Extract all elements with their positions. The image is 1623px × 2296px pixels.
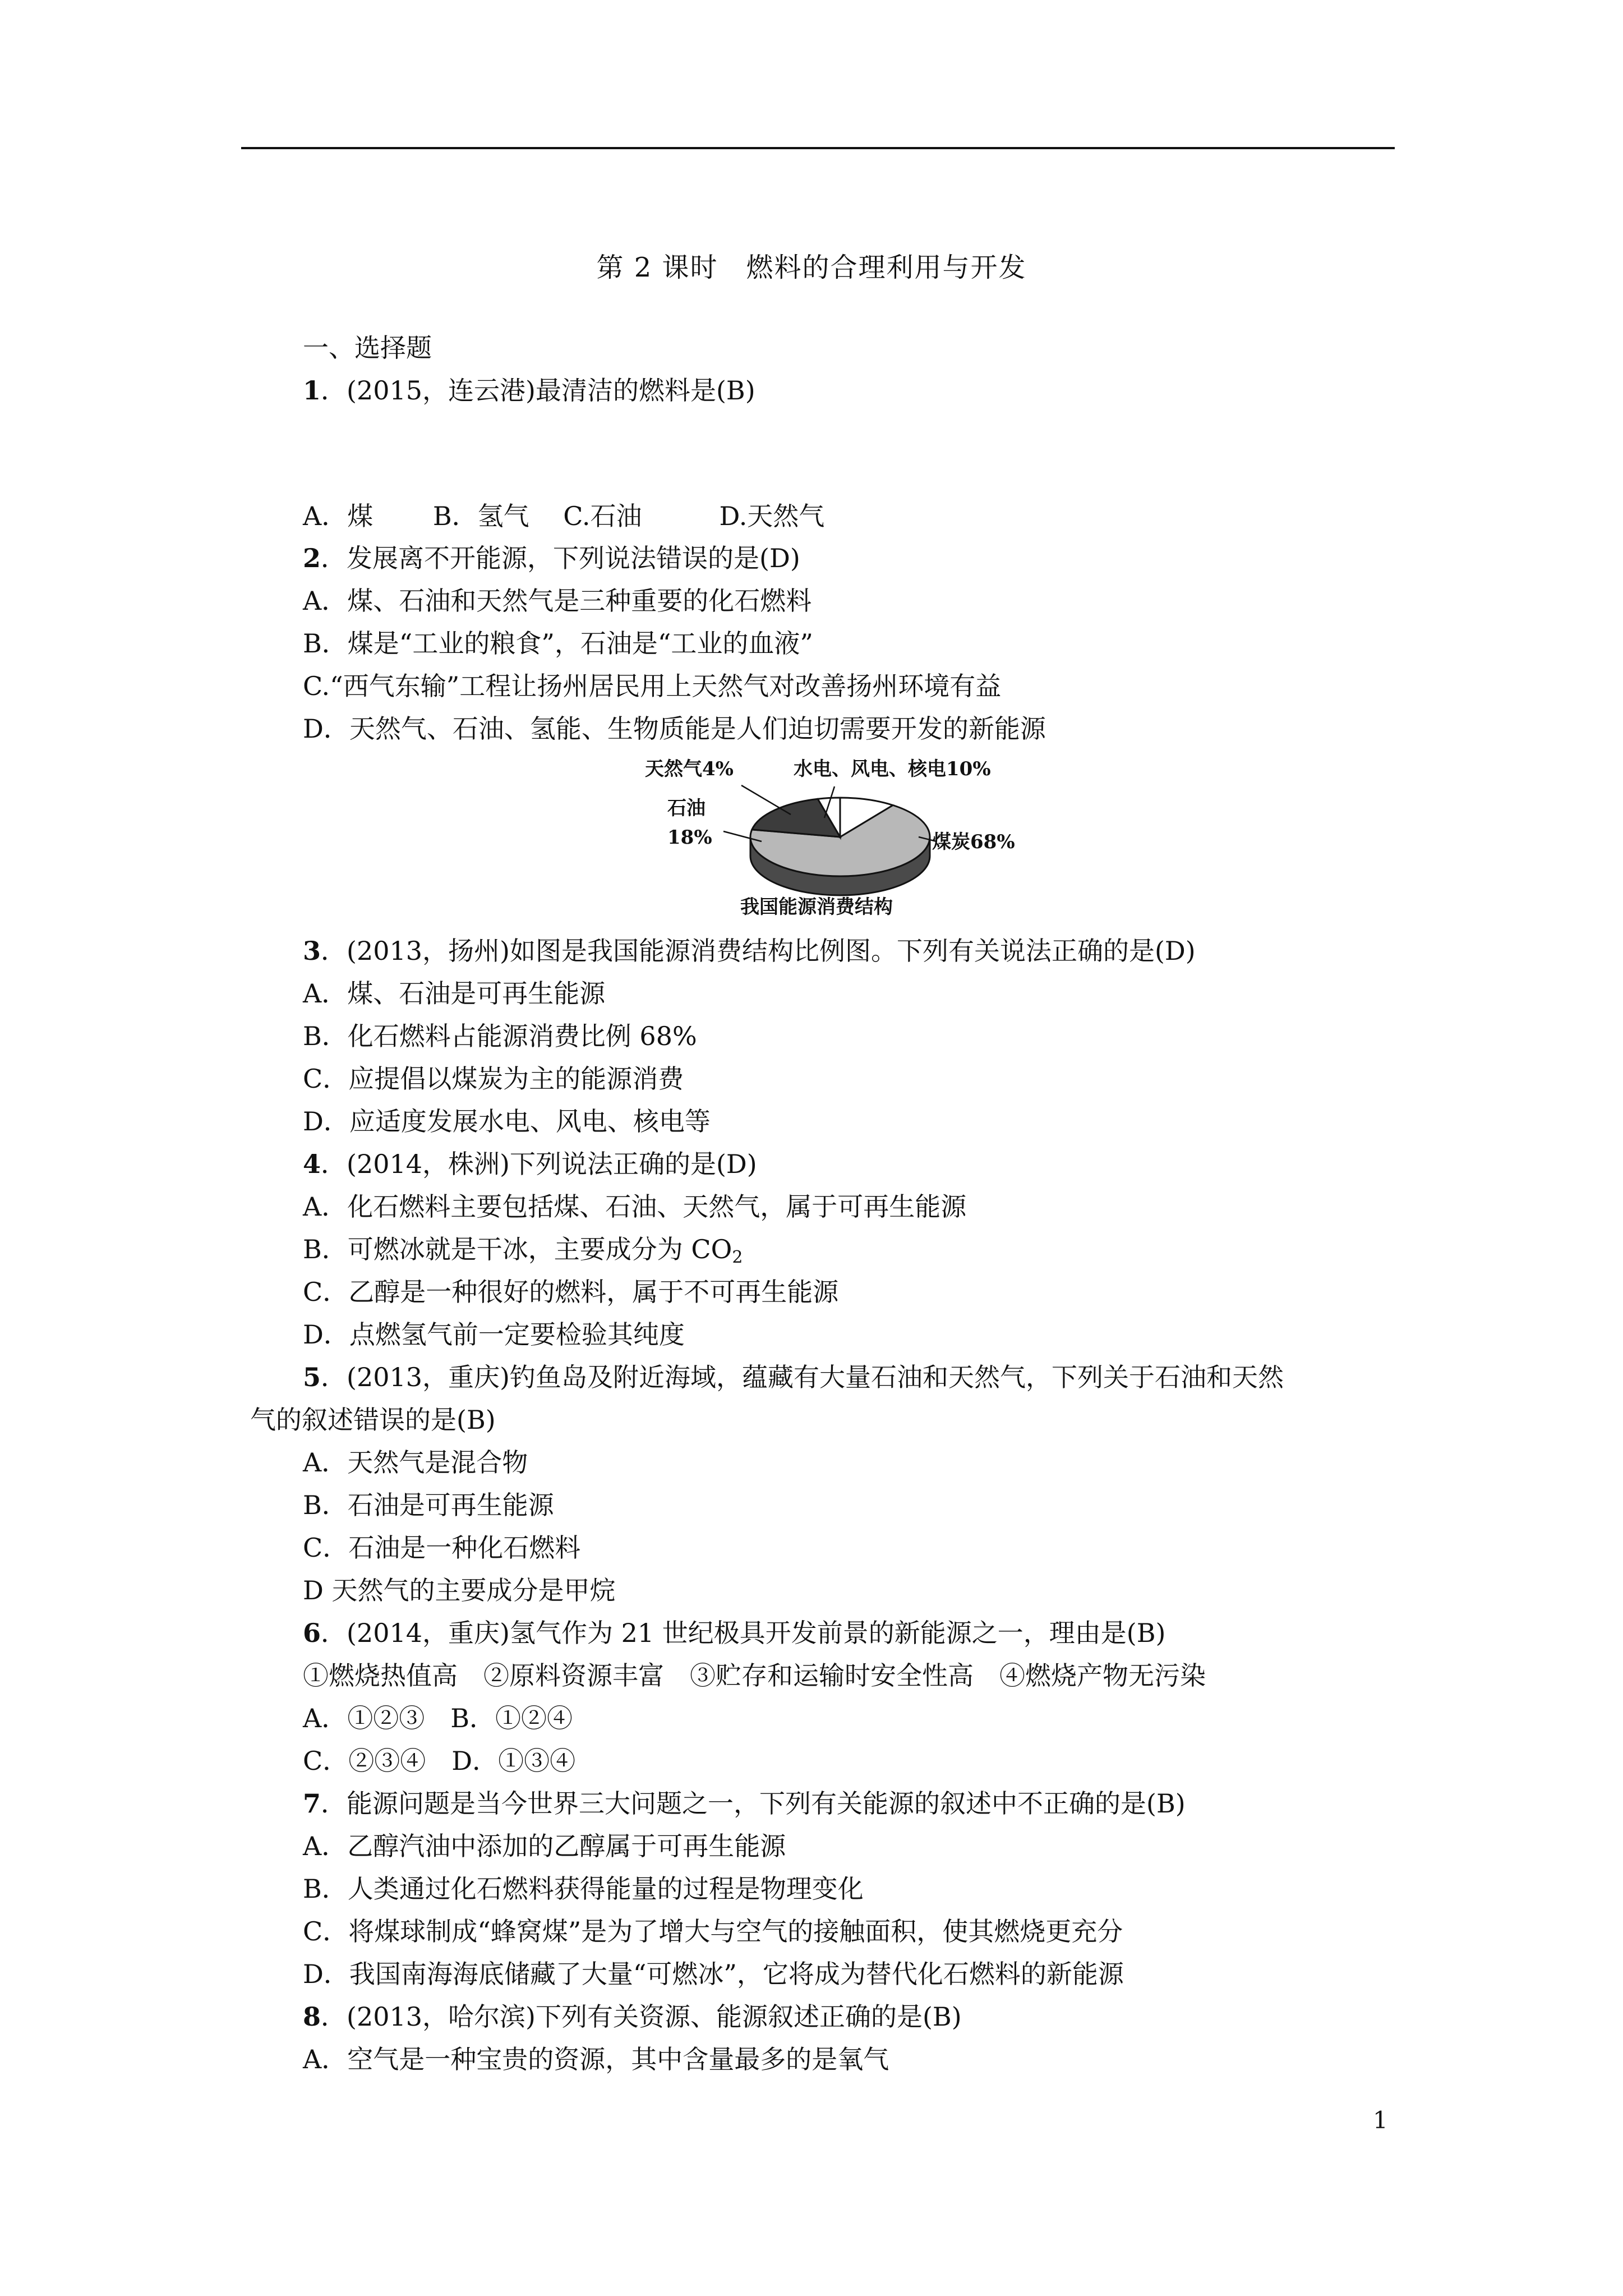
section-heading: 一、选择题 [303, 333, 432, 363]
question-8 [303, 2000, 962, 2033]
option-d: D 天然气的主要成分是甲烷 [303, 1575, 616, 1605]
option-a: A．煤、石油是可再生能源 [303, 978, 606, 1009]
question-number: 6 [303, 1618, 321, 1648]
option-b: B．石油是可再生能源 [303, 1490, 554, 1520]
option-b: B．化石燃料占能源消费比例 68% [303, 1021, 697, 1051]
subscript: 2 [732, 1248, 743, 1267]
question-stem: ．(2015，连云港)最清洁的燃料是(B) [321, 375, 755, 406]
question-3 [303, 934, 1196, 968]
option-d: D．点燃氢气前一定要检验其纯度 [303, 1319, 685, 1350]
question-stem: ．(2014，重庆)氢气作为 21 世纪极具开发前景的新能源之一，理由是(B) [321, 1618, 1166, 1648]
option-a: A．空气是一种宝贵的资源，其中含量最多的是氧气 [303, 2044, 889, 2074]
option-b [303, 1232, 743, 1274]
question-4 [303, 1147, 757, 1181]
question-number: 1 [303, 375, 321, 406]
label-oil: 石油 [667, 797, 706, 820]
question-number: 2 [303, 543, 321, 573]
page-title: 第 2 课时 燃料的合理利用与开发 [596, 252, 1027, 283]
energy-pie-chart [623, 752, 1049, 942]
page-number: 1 [1373, 2106, 1388, 2134]
pie-chart-svg [623, 752, 1049, 942]
question-1 [303, 374, 755, 407]
option-b: B．人类通过化石燃料获得能量的过程是物理变化 [303, 1874, 864, 1904]
option-ab: A．①②③ B．①②④ [303, 1703, 573, 1733]
option-a: A．化石燃料主要包括煤、石油、天然气，属于可再生能源 [303, 1191, 967, 1222]
question-2 [303, 541, 800, 575]
question-number: 8 [303, 2001, 321, 2032]
question-stem: ．(2013，扬州)如图是我国能源消费结构比例图。下列有关说法正确的是(D) [321, 936, 1196, 966]
label-oil-percent: 18% [667, 826, 712, 849]
label-hydro-wind-nuclear: 水电、风电、核电10% [794, 758, 991, 780]
label-natural-gas: 天然气4% [645, 758, 734, 780]
label-coal: 煤炭68% [932, 831, 1015, 853]
question-number: 5 [303, 1362, 321, 1392]
header-rule [241, 147, 1395, 149]
option-c: C．乙醇是一种很好的燃料，属于不可再生能源 [303, 1277, 839, 1307]
option-cd: C．②③④ D．①③④ [303, 1746, 576, 1776]
question-6 [303, 1616, 1165, 1650]
option-a: A．天然气是混合物 [303, 1447, 528, 1478]
question-stem: ．(2014，株洲)下列说法正确的是(D) [321, 1149, 757, 1179]
chart-title: 我国能源消费结构 [740, 896, 893, 918]
question-stem: ．(2013，重庆)钓鱼岛及附近海域，蕴藏有大量石油和天然气，下列关于石油和天然 [321, 1362, 1284, 1392]
question-number: 7 [303, 1788, 321, 1819]
option-d: D．应适度发展水电、风电、核电等 [303, 1106, 711, 1137]
question-number: 4 [303, 1149, 321, 1179]
option-a: A．乙醇汽油中添加的乙醇属于可再生能源 [303, 1831, 786, 1861]
option-a: A．煤、石油和天然气是三种重要的化石燃料 [303, 586, 812, 616]
statement-list: ①燃烧热值高 ②原料资源丰富 ③贮存和运输时安全性高 ④燃烧产物无污染 [303, 1660, 1206, 1691]
question-stem: ．能源问题是当今世界三大问题之一，下列有关能源的叙述中不正确的是(B) [321, 1788, 1186, 1819]
question-number: 3 [303, 936, 321, 966]
option-c: C．将煤球制成“蜂窝煤”是为了增大与空气的接触面积，使其燃烧更充分 [303, 1916, 1123, 1947]
question-stem: ．(2013，哈尔滨)下列有关资源、能源叙述正确的是(B) [321, 2001, 962, 2032]
leader-line-0 [741, 785, 791, 815]
option-c: C.“西气东输”工程让扬州居民用上天然气对改善扬州环境有益 [303, 671, 1002, 701]
option-text: B．可燃冰就是干冰，主要成分为 CO [303, 1234, 732, 1264]
question-7 [303, 1787, 1186, 1820]
question-5-continued: 气的叙述错误的是(B) [250, 1405, 496, 1435]
option-b: B．煤是“工业的粮食”，石油是“工业的血液” [303, 628, 813, 659]
option-d: D．我国南海海底储藏了大量“可燃冰”，它将成为替代化石燃料的新能源 [303, 1959, 1124, 1989]
option-d: D．天然气、石油、氢能、生物质能是人们迫切需要开发的新能源 [303, 714, 1046, 744]
question-stem: ．发展离不开能源，下列说法错误的是(D) [321, 543, 800, 573]
question-5 [303, 1360, 1284, 1394]
option-c: C．应提倡以煤炭为主的能源消费 [303, 1064, 684, 1094]
question-1-options: A．煤 B．氢气 C.石油 D.天然气 [303, 501, 825, 531]
option-c: C．石油是一种化石燃料 [303, 1533, 581, 1563]
